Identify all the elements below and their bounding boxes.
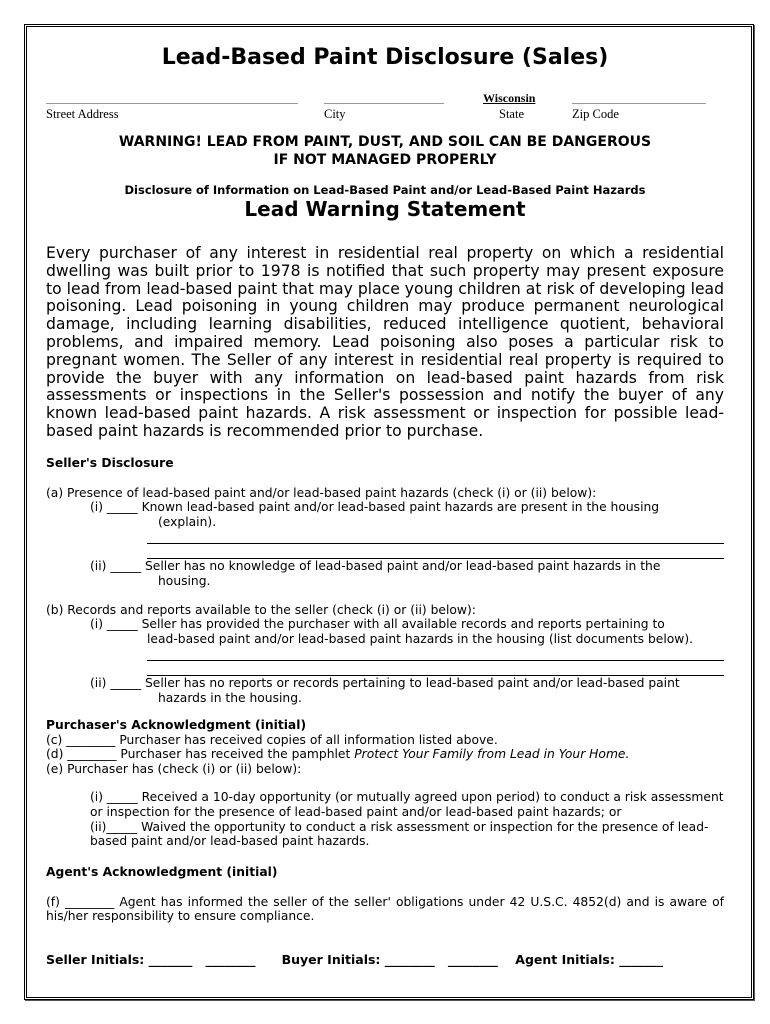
item-d-text: (d) ________ Purchaser has received the pamphlet [46,747,355,762]
item-a-ii-cont: housing. [158,573,211,588]
item-e: (e) Purchaser has (check (i) or (ii) below): [46,761,302,776]
agents-acknowledgment-section [46,865,724,924]
item-d [46,747,736,762]
item-b-ii-cont: hazards in the housing. [158,690,302,705]
warning-heading [0,133,770,169]
item-b-i-cont: lead-based paint and/or lead-based paint hazards in the housing (list documents below). [147,631,694,646]
item-a-ii: (ii) _____ Seller has no knowledge of lead-based paint and/or lead-based paint hazards in the [90,559,661,574]
item-c: (c) ________ Purchaser has received copies of all information listed above. [46,732,498,747]
state-value: Wisconsin [483,91,536,105]
item-e-ii: (ii)_____ Waived the opportunity to conduct a risk assessment or inspection for the presence of lead-based paint and/or lead-based paint hazards. [90,819,709,849]
zip-code-field[interactable] [572,103,706,104]
lead-warning-statement: Every purchaser of any interest in residential real property on which a residential dwelling was built prior to 1978 is notified that such property may present exposure to lead from lead-based paint that may place young children at risk of developing lead poisoning. Lead poisoning in young children may produce permanent neurological damage, including learning disabilities, reduced intelligence quotient, behavioral problems, and impaired memory. Lead poisoning also poses a particular risk to pregnant women. The Seller of any interest in residential real property is required to provide the buyer with any information on lead-based paint hazards from risk assessments or inspections in the Seller's possession and notify the buyer of any known lead-based paint hazards. A risk assessment or inspection for possible lead-based paint hazards is recommended prior to purchase. [46,244,724,440]
explain-line-2[interactable] [147,544,724,559]
item-f: (f) ________ Agent has informed the seller of the seller' obligations under 42 U.S.C. 4852(d) and is aware of his/her responsibility to ensure compliance. [46,894,724,924]
document-title: Lead-Based Paint Disclosure (Sales) [161,45,609,70]
warning-line-2: IF NOT MANAGED PROPERLY [273,152,497,168]
explain-line-1[interactable] [147,529,724,544]
section-heading: Agent's Acknowledgment (initial) [46,865,278,879]
initials-row [46,952,663,967]
section-heading: Purchaser's Acknowledgment (initial) [46,718,307,732]
agent-initials-label: Agent Initials: [515,952,615,967]
section-heading: Seller's Disclosure [46,456,174,470]
item-a-i: (i) _____ Known lead-based paint and/or lead-based paint hazards are present in the housing [90,500,660,515]
agent-initials-field[interactable]: _______ [619,952,663,967]
pamphlet-title: Protect Your Family from Lead in Your Home. [354,747,630,762]
item-e-i: (i) _____ Received a 10-day opportunity (or mutually agreed upon period) to conduct a risk assessment or inspection for the presence of lead-based paint and/or lead-based paint hazards; or [90,790,724,819]
item-b-i: (i) _____ Seller has provided the purchaser with all available records and reports pertaining to [90,617,665,632]
zip-code-label: Zip Code [572,107,619,121]
item-b: (b) Records and reports available to the seller (check (i) or (ii) below): [46,602,476,617]
item-b-ii: (ii) _____ Seller has no reports or records pertaining to lead-based paint and/or lead-based paint [90,676,680,691]
disclosure-heading: Disclosure of Information on Lead-Based Paint and/or Lead-Based Paint Hazards [124,183,646,197]
warning-line-1: WARNING! LEAD FROM PAINT, DUST, AND SOIL CAN BE DANGEROUS [118,134,652,150]
item-a: (a) Presence of lead-based paint and/or lead-based paint hazards (check (i) or (ii) below): [46,485,597,500]
seller-initials-label: Seller Initials: [46,952,145,967]
street-address-field[interactable] [46,103,298,104]
street-address-label: Street Address [46,107,119,121]
buyer-initials-field[interactable]: ________ ________ [384,952,498,967]
documents-line-2[interactable] [147,661,724,676]
state-label: State [499,107,524,121]
sellers-disclosure-section [46,456,736,706]
seller-initials-field[interactable]: _______ ________ [148,952,256,967]
city-label: City [324,107,346,121]
city-field[interactable] [324,103,444,104]
documents-line-1[interactable] [147,646,724,661]
statement-heading: Lead Warning Statement [244,197,526,221]
purchasers-acknowledgment-section [46,718,736,849]
buyer-initials-label: Buyer Initials: [281,952,381,967]
item-a-i-cont: (explain). [158,514,217,529]
